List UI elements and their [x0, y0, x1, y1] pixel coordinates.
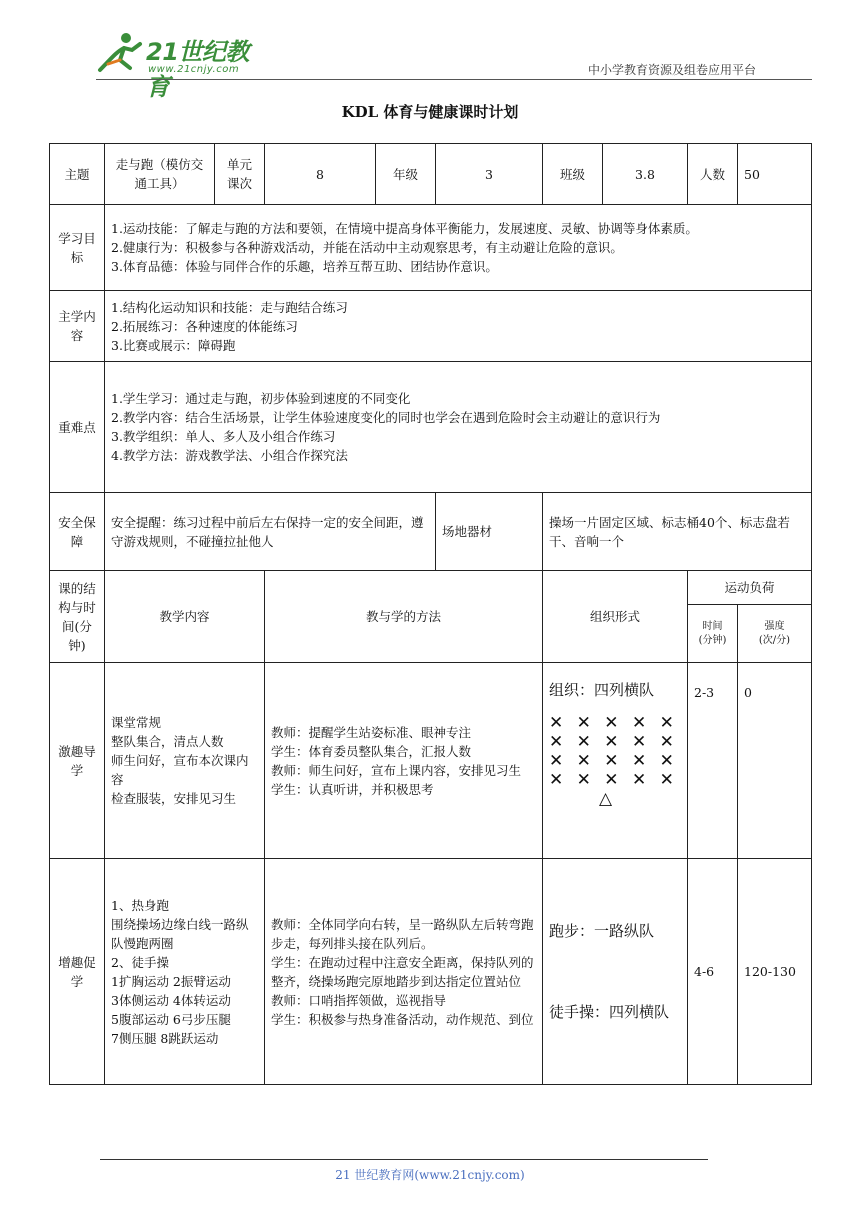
method-line: 学生：认真听讲，并积极思考 [271, 781, 434, 797]
load-header: 运动负荷 [688, 571, 812, 605]
formation-row: ✕ ✕ ✕ ✕ ✕ [549, 770, 678, 790]
unit-label: 单元课次 [215, 144, 265, 205]
content-line: 3.比赛或展示：障碍跑 [111, 337, 236, 353]
lesson-plan-table [49, 143, 812, 1085]
page-title: KDL 体育与健康课时计划 [341, 103, 519, 121]
topic-value: 走与跑（模仿交通工具） [105, 144, 215, 205]
content-row [50, 291, 812, 362]
content-line: 2.拓展练习：各种速度的体能练习 [111, 318, 298, 334]
content-line: 3体侧运动 4体转运动 [111, 992, 231, 1008]
phase-time: 4-6 [688, 859, 738, 1085]
key-point-line: 3.教学组织：单人、多人及小组合作练习 [111, 429, 336, 444]
phase-label: 增趣促学 [50, 859, 105, 1085]
header-divider [96, 79, 812, 80]
teacher-marker: △ [599, 789, 617, 809]
content-line: 整队集合，清点人数 [111, 734, 224, 749]
key-points-label: 重难点 [50, 362, 105, 493]
phase-label: 激趣导学 [50, 663, 105, 859]
goals-label: 学习目标 [50, 205, 105, 291]
safety-label: 安全保障 [50, 493, 105, 571]
topic-label: 主题 [50, 144, 105, 205]
formation-title: 徒手操：四列横队 [549, 1002, 670, 1021]
content-line: 7侧压腿 8跳跃运动 [111, 1030, 219, 1046]
formation-row: ✕ ✕ ✕ ✕ ✕ [549, 732, 678, 752]
grade-value: 3 [436, 144, 543, 205]
formation-row: ✕ ✕ ✕ ✕ ✕ [549, 751, 678, 771]
formation-row: ✕ ✕ ✕ ✕ ✕ [549, 713, 678, 733]
key-point-line: 1.学生学习：通过走与跑，初步体验到速度的不同变化 [111, 391, 411, 406]
schedule-header-row [50, 571, 812, 605]
class-value: 3.8 [603, 144, 688, 205]
phase-content [105, 859, 265, 1085]
method-line: 教师：口哨指挥领做，巡视指导 [271, 992, 447, 1008]
method-line: 教师：师生问好，宣布上课内容，安排见习生 [271, 762, 522, 778]
logo-url: www.21cnjy.com [148, 64, 240, 75]
organization-header: 组织形式 [543, 571, 688, 663]
time-unit: (分钟) [698, 634, 727, 646]
runner-logo-icon [96, 30, 148, 76]
info-row [50, 144, 812, 205]
structure-header: 课的结构与时间(分钟) [50, 571, 105, 663]
class-label: 班级 [543, 144, 603, 205]
phase-intensity: 120-130 [738, 859, 812, 1085]
phase-time: 2-3 [688, 663, 738, 859]
content-line: 1、热身跑 [111, 897, 169, 913]
intensity-header [738, 605, 812, 663]
time-label: 时间 [702, 620, 723, 632]
content-line: 2、徒手操 [111, 954, 169, 970]
site-logo [96, 30, 266, 101]
content-line: 1扩胸运动 2振臂运动 [111, 973, 231, 989]
method-line: 教师：全体同学向右转，呈一路纵队左后转弯跑步走，每列排头接在队列后。 [271, 916, 534, 951]
content-line: 1.结构化运动知识和技能：走与跑结合练习 [111, 299, 348, 315]
method-line: 教师：提醒学生站姿标准、眼神专注 [271, 724, 472, 740]
content-line: 检查服装，安排见习生 [111, 791, 237, 806]
goal-line: 2.健康行为：积极参与各种游戏活动，并能在活动中主动观察思考，有主动避让危险的意识。 [111, 240, 623, 255]
footer-divider [100, 1159, 708, 1160]
goal-line: 3.体育品德：体验与同伴合作的乐趣，培养互帮互助、团结协作意识。 [111, 259, 498, 274]
key-point-line: 2.教学内容：结合生活场景，让学生体验速度变化的同时也学会在遇到危险时会主动避让的意识行为 [111, 410, 661, 425]
goals-text [105, 205, 812, 291]
content-label: 主学内容 [50, 291, 105, 362]
method-line: 学生：在跑动过程中注意安全距离，保持队列的整齐，绕操场跑完原地踏步到达指定位置站位 [271, 954, 534, 989]
phase-content [105, 663, 265, 859]
safety-text: 安全提醒：练习过程中前后左右保持一定的安全间距，遵守游戏规则，不碰撞拉扯他人 [105, 493, 436, 571]
unit-value: 8 [265, 144, 376, 205]
content-line: 5腹部运动 6弓步压腿 [111, 1011, 231, 1027]
methods-header: 教与学的方法 [265, 571, 543, 663]
formation-title: 跑步：一路纵队 [549, 921, 655, 940]
key-points-row [50, 362, 812, 493]
method-line: 学生：体育委员整队集合，汇报人数 [271, 743, 472, 759]
phase-intensity: 0 [738, 663, 812, 859]
key-points-text [105, 362, 812, 493]
goal-line: 1.运动技能：了解走与跑的方法和要领，在情境中提高身体平衡能力，发展速度、灵敏、协调等身体素质。 [111, 221, 698, 236]
content-text [105, 291, 812, 362]
intensity-label: 强度 [764, 620, 785, 632]
key-point-line: 4.教学方法：游戏教学法、小组合作探究法 [111, 448, 348, 463]
venue-label: 场地器材 [436, 493, 543, 571]
goals-row [50, 205, 812, 291]
content-line: 师生问好，宣布本次课内容 [111, 753, 249, 787]
method-line: 学生：积极参与热身准备活动，动作规范、到位 [271, 1011, 534, 1027]
footer-link[interactable]: 21 世纪教育网(www.21cnjy.com) [335, 1168, 525, 1182]
logo-text: 21世纪教育 [146, 38, 249, 101]
teaching-content-header: 教学内容 [105, 571, 265, 663]
phase-methods [265, 859, 543, 1085]
phase-row [50, 663, 812, 859]
formation-title: 组织：四列横队 [549, 681, 655, 699]
count-label: 人数 [688, 144, 738, 205]
safety-row [50, 493, 812, 571]
phase-organization [543, 859, 688, 1085]
phase-methods [265, 663, 543, 859]
time-header [688, 605, 738, 663]
grade-label: 年级 [376, 144, 436, 205]
phase-row [50, 859, 812, 1085]
platform-name: 中小学教育资源及组卷应用平台 [587, 63, 756, 77]
content-line: 课堂常规 [111, 715, 162, 730]
count-value: 50 [738, 144, 812, 205]
content-line: 围绕操场边缘白线一路纵队慢跑两圈 [111, 916, 249, 951]
venue-text: 操场一片固定区域、标志桶40个、标志盘若干、音响一个 [543, 493, 812, 571]
phase-organization [543, 663, 688, 859]
intensity-unit: (次/分) [758, 634, 791, 646]
